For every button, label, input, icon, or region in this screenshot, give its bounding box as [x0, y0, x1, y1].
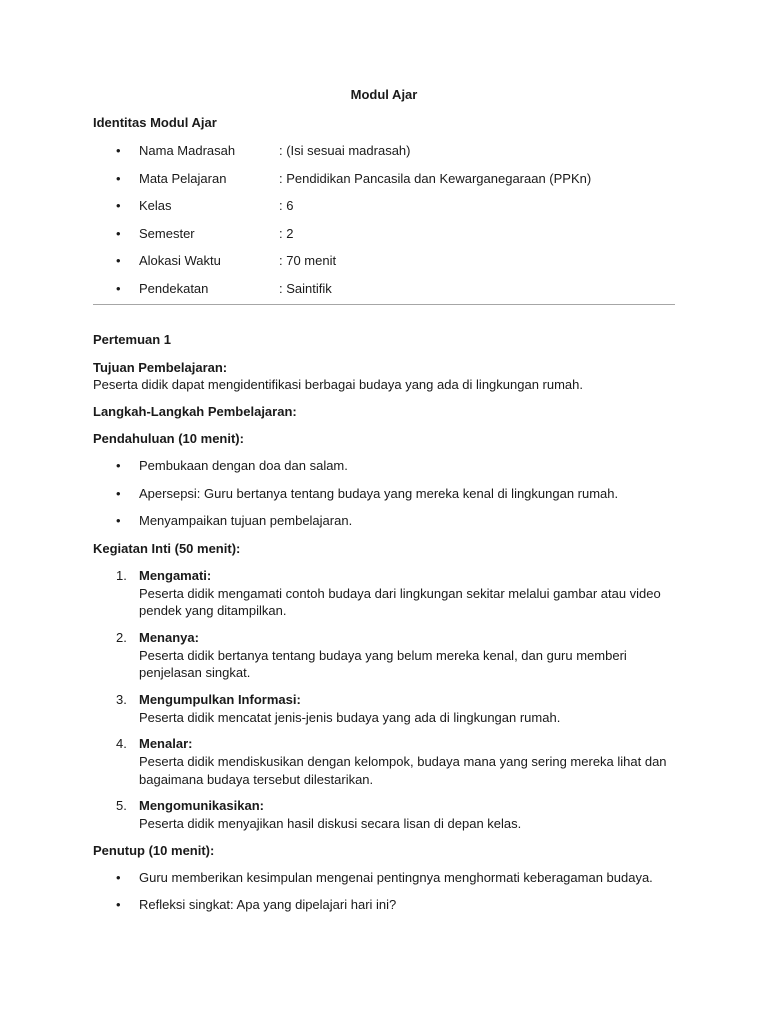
identity-item-subject: [93, 170, 675, 188]
identity-item-madrasah: [93, 142, 675, 160]
list-item-text: Apersepsi: Guru bertanya tentang budaya yang mereka kenal di lingkungan rumah.: [139, 485, 619, 501]
list-item: [93, 457, 675, 475]
list-item: [93, 629, 675, 682]
identity-value: : Pendidikan Pancasila dan Kewarganegaraan (PPKn): [279, 170, 592, 186]
list-item: [93, 512, 675, 530]
identity-label: Pendekatan: [139, 280, 209, 296]
step-description: Peserta didik mencatat jenis-jenis budaya yang ada di lingkungan rumah.: [139, 709, 561, 725]
list-item-text: Refleksi singkat: Apa yang dipelajari hari ini?: [139, 897, 397, 912]
list-item: [93, 797, 675, 833]
bullet-icon: •: [116, 458, 121, 473]
identity-item-class: [93, 197, 675, 215]
identity-value: : (Isi sesuai madrasah): [279, 143, 411, 158]
step-description: Peserta didik mendiskusikan dengan kelompok, budaya mana yang sering mereka lihat dan bagaimana budaya tersebut dilestarikan.: [139, 754, 667, 787]
bullet-icon: •: [116, 143, 121, 158]
step-description: Peserta didik menyajikan hasil diskusi secara lisan di depan kelas.: [139, 816, 522, 831]
bullet-icon: •: [116, 280, 121, 296]
identity-value: : 70 menit: [279, 253, 337, 268]
bullet-icon: •: [116, 869, 121, 885]
intro-list: [93, 457, 675, 530]
step-number: 1.: [116, 567, 127, 583]
section-divider: [93, 304, 675, 305]
identity-value: : 6: [279, 198, 294, 213]
list-item-text: Menyampaikan tujuan pembelajaran.: [139, 513, 353, 528]
list-item: [93, 567, 675, 620]
core-steps-list: [93, 567, 675, 833]
step-description: Peserta didik bertanya tentang budaya yang belum mereka kenal, dan guru memberi penjelasan singkat.: [139, 647, 627, 680]
step-title: Mengamati:: [139, 567, 212, 583]
core-heading: Kegiatan Inti (50 menit):: [93, 540, 241, 556]
identity-item-semester: [93, 225, 675, 243]
document-page: [93, 86, 675, 924]
bullet-icon: •: [116, 225, 121, 241]
objective-text: Peserta didik dapat mengidentifikasi berbagai budaya yang ada di lingkungan rumah.: [93, 377, 583, 392]
meeting-title: Pertemuan 1: [93, 332, 172, 347]
list-item: [93, 735, 675, 788]
identity-label: Nama Madrasah: [139, 143, 236, 158]
identity-list: [93, 142, 675, 298]
identity-label: Alokasi Waktu: [139, 253, 221, 268]
list-item: [93, 869, 675, 887]
intro-heading: Pendahuluan (10 menit):: [93, 431, 244, 446]
step-number: 3.: [116, 691, 127, 707]
step-title: Menanya:: [139, 629, 199, 645]
step-title: Menalar:: [139, 736, 193, 751]
list-item-text: Pembukaan dengan doa dan salam.: [139, 458, 348, 473]
bullet-icon: •: [116, 170, 121, 186]
objective-heading: Tujuan Pembelajaran:: [93, 360, 228, 375]
step-number: 4.: [116, 736, 127, 751]
closing-list: [93, 869, 675, 915]
list-item: [93, 691, 675, 727]
bullet-icon: •: [116, 897, 121, 912]
identity-label: Kelas: [139, 198, 172, 213]
document-title: Modul Ajar: [350, 87, 418, 102]
bullet-icon: •: [116, 513, 121, 528]
identity-label: Mata Pelajaran: [139, 170, 227, 186]
list-item: [93, 896, 675, 914]
identity-value: : 2: [279, 225, 294, 241]
list-item-text: Guru memberikan kesimpulan mengenai pentingnya menghormati keberagaman budaya.: [139, 869, 653, 885]
identity-value: : Saintifik: [279, 280, 332, 296]
step-number: 2.: [116, 629, 127, 645]
identity-heading: Identitas Modul Ajar: [93, 115, 217, 130]
bullet-icon: •: [116, 485, 121, 501]
step-title: Mengomunikasikan:: [139, 798, 264, 813]
step-title: Mengumpulkan Informasi:: [139, 691, 301, 707]
list-item: [93, 485, 675, 503]
identity-item-time: [93, 252, 675, 270]
closing-heading: Penutup (10 menit):: [93, 842, 215, 858]
steps-heading: Langkah-Langkah Pembelajaran:: [93, 404, 297, 419]
step-description: Peserta didik mengamati contoh budaya dari lingkungan sekitar melalui gambar atau video pendek yang ditampilkan.: [139, 585, 661, 618]
step-number: 5.: [116, 798, 127, 813]
identity-item-approach: [93, 280, 675, 298]
bullet-icon: •: [116, 253, 121, 268]
bullet-icon: •: [116, 198, 121, 213]
identity-label: Semester: [139, 225, 195, 241]
